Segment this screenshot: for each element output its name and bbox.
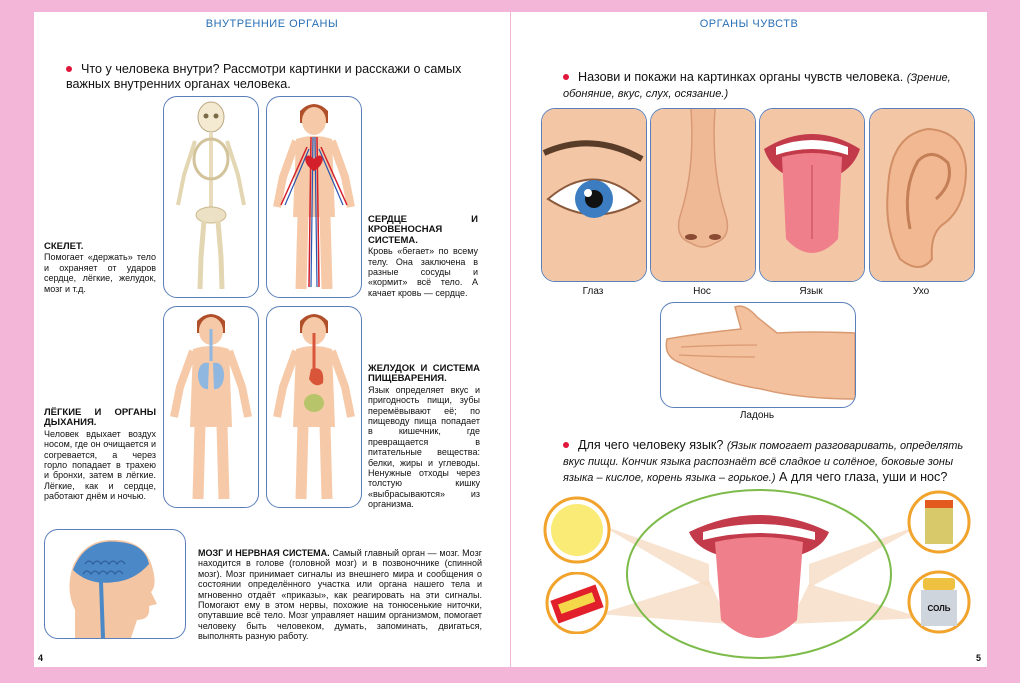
bullet-icon [66, 66, 72, 72]
lungs-illustration [164, 307, 258, 507]
question-tongue: Для чего человеку язык? (Язык помогает разговаривать, определять вкус пищи. Кончик языка распознаёт всё сладкое и солёное, боковые зоны языка – кислое, корень языка – горькое.) А для чего глаза, уши и нос? [563, 438, 964, 484]
digestion-card [266, 306, 362, 508]
circulation-card [266, 96, 362, 298]
nose-card [650, 108, 756, 282]
digestion-illustration [267, 307, 361, 507]
page-number-right: 5 [975, 653, 981, 663]
right-page [511, 12, 987, 667]
salt-shaker [907, 570, 971, 634]
lungs-card [163, 306, 259, 508]
tongue-card [759, 108, 865, 282]
lungs-caption: ЛЁГКИЕ И ОРГАНЫ ДЫХАНИЯ. Человек вдыхает воздух носом, где он очищается и согревается, а через горло попадает в трахею и бронхи, затем в лёгкие. Лёгкие, как и сердце, работают днём и ночью. [44, 407, 156, 502]
page-number-left: 4 [38, 653, 44, 663]
ear-illustration [870, 109, 974, 281]
brain-card [44, 529, 186, 639]
candy-icon [541, 572, 613, 634]
circulation-caption: СЕРДЦЕ И КРОВЕНОСНАЯ СИСТЕМА. Кровь «бегает» по всему телу. Она заключена в разные сосуды и «кормит» всё тело. А качает кровь — сердце. [368, 214, 478, 298]
tongue-illustration [760, 109, 864, 281]
skeleton-caption: СКЕЛЕТ. Помогает «держать» тело и охраняет от ударов сердце, лёгкие, желудок, мозг и т.д. [44, 241, 156, 294]
salt-label: СОЛЬ [927, 604, 951, 613]
question-sense-organs: Назови и покажи на картинках органы чувств человека. (Зрение, обоняние, вкус, слух, осязание.) [563, 70, 951, 100]
sense-label-nose: Нос [693, 286, 711, 297]
section-title-sense-organs: ОРГАНЫ ЧУВСТВ [699, 18, 799, 30]
sense-label-tongue: Язык [799, 286, 823, 297]
palm-card [660, 302, 856, 408]
question-internal-organs: Что у человека внутри? Рассмотри картинки и расскажи о самых важных внутренних органах человека. [66, 62, 462, 91]
bullet-icon [563, 74, 569, 80]
eye-card [541, 108, 647, 282]
palm-illustration [661, 303, 855, 407]
lemon-icon [543, 496, 611, 564]
circulation-illustration [267, 97, 361, 297]
brain-illustration [45, 530, 185, 638]
brain-caption: МОЗГ И НЕРВНАЯ СИСТЕМА. Самый главный орган — мозг. Мозг находится в голове (головной мозг) и в позвоночнике (спинной мозг). Мозг принимает сигналы из внешнего мира и сообщения о состоянии определённого участка или органа нашего тела и мгновенно отдаёт «приказы», как реагировать на эти сигналы. Помогают ему в этом нервы, похожие на тонюсенькие ниточки, опутавшие всё тело. Мозг управляет нашим организмом, помогает человеку быть человеком, думать, запоминать, двигаться, выполнять разную работу. [198, 548, 482, 642]
eye-illustration [542, 109, 646, 281]
mustard-jar-icon [907, 490, 971, 554]
sense-label-eye: Глаз [582, 286, 604, 297]
skeleton-card [163, 96, 259, 298]
salt-shaker-icon [907, 570, 971, 634]
left-page [34, 12, 510, 667]
digestion-caption: ЖЕЛУДОК И СИСТЕМА ПИЩЕВАРЕНИЯ. Язык определяет вкус и пригодность пищи, зубы перемёвывают её; по пищеводу пища попадает в кишечник, где превращается в питательные вещества: белки, жиры и углеводы. Ненужные отходы через толстую кишку «выбрасываются» из организма. [368, 363, 480, 510]
skeleton-illustration [164, 97, 258, 297]
sense-label-palm: Ладонь [739, 410, 775, 421]
section-title-internal-organs: ВНУТРЕННИЕ ОРГАНЫ [205, 18, 339, 30]
nose-illustration [651, 109, 755, 281]
ear-card [869, 108, 975, 282]
sense-label-ear: Ухо [912, 286, 930, 297]
bullet-icon [563, 442, 569, 448]
